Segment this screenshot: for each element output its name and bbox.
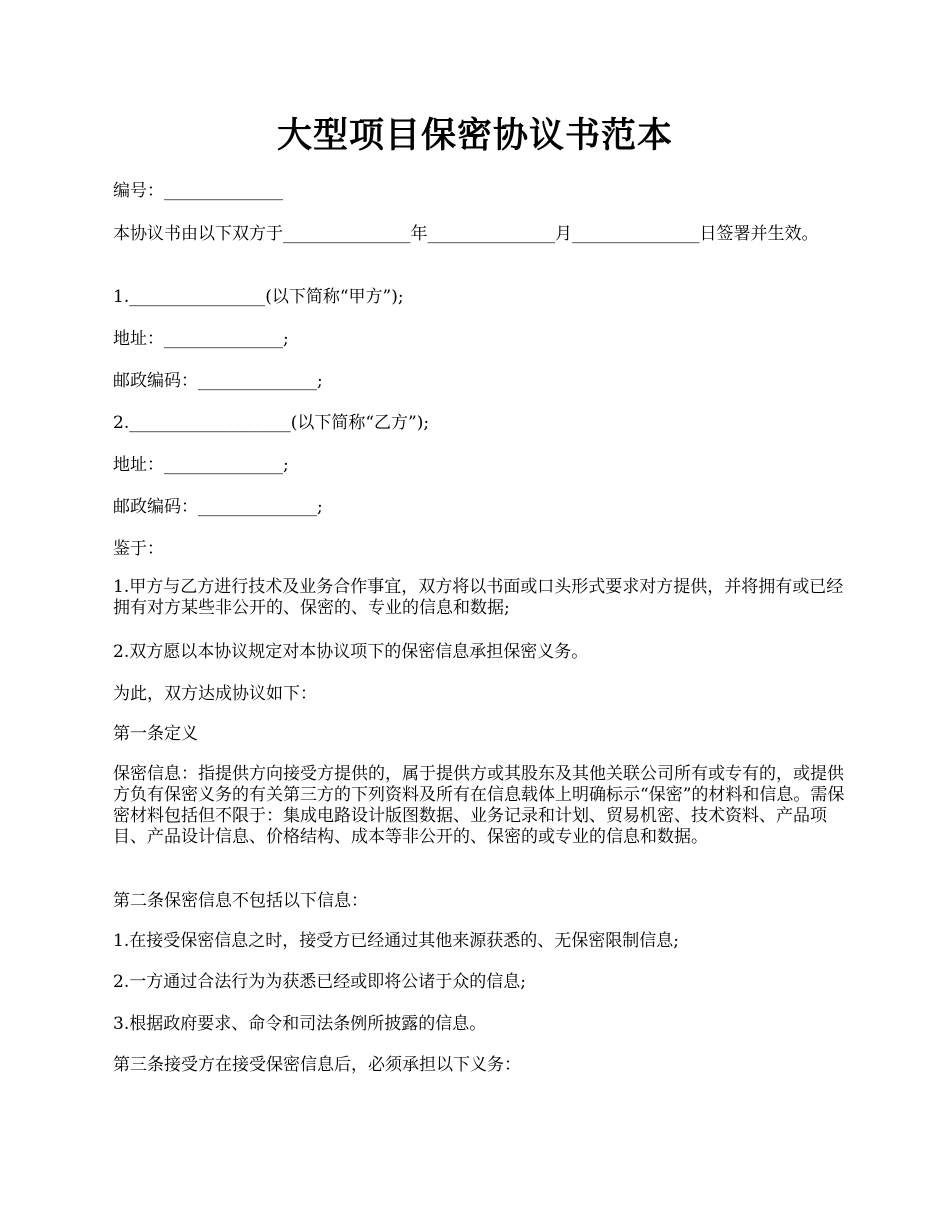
article-2-item-2: 2.一方通过合法行为为获悉已经或即将公诸于众的信息; [113, 972, 526, 992]
party-b-postcode: 邮政编码：______________; [113, 497, 323, 517]
whereas-item-1: 1.甲方与乙方进行技术及业务合作事宜，双方将以书面或口头形式要求对方提供，并将拥有或已经拥有对方某些非公开的、保密的、专业的信息和数据; [113, 577, 844, 618]
article-1-heading: 第一条定义 [113, 724, 198, 744]
party-a-postcode: 邮政编码：______________; [113, 371, 323, 391]
article-2-heading: 第二条保密信息不包括以下信息： [113, 891, 368, 911]
whereas-item-2: 2.双方愿以本协议规定对本协议项下的保密信息承担保密义务。 [113, 642, 589, 662]
signing-date-paragraph: 本协议书由以下双方于_______________年_______________月_______________日签署并生效。 [113, 224, 819, 244]
article-3-heading: 第三条接受方在接受保密信息后，必须承担以下义务： [113, 1055, 521, 1075]
party-b-line: 2.___________________(以下简称“乙方”); [113, 413, 430, 433]
document-title: 大型项目保密协议书范本 [276, 115, 673, 156]
party-b-address: 地址：______________; [113, 455, 289, 475]
article-2-item-3: 3.根据政府要求、命令和司法条例所披露的信息。 [113, 1014, 487, 1034]
serial-number-line: 编号：______________ [113, 181, 283, 201]
party-a-address: 地址：______________; [113, 329, 289, 349]
article-2-item-1: 1.在接受保密信息之时，接受方已经通过其他来源获悉的、无保密限制信息; [113, 931, 679, 951]
whereas-heading: 鉴于： [113, 539, 164, 559]
article-1-definition: 保密信息：指提供方向接受方提供的，属于提供方或其股东及其他关联公司所有或专有的，或提供方负有保密义务的有关第三方的下列资料及所有在信息载体上明确标示“保密”的材料和信息。需保密材料包括但不限于：集成电路设计版图数据、业务记录和计划、贸易机密、技术资料、产品项目、产品设计信息、价格结构、成本等非公开的、保密的或专业的信息和数据。 [113, 764, 845, 847]
party-a-line: 1.________________(以下简称“甲方”); [113, 287, 404, 307]
agreement-intro: 为此，双方达成协议如下： [113, 684, 317, 704]
